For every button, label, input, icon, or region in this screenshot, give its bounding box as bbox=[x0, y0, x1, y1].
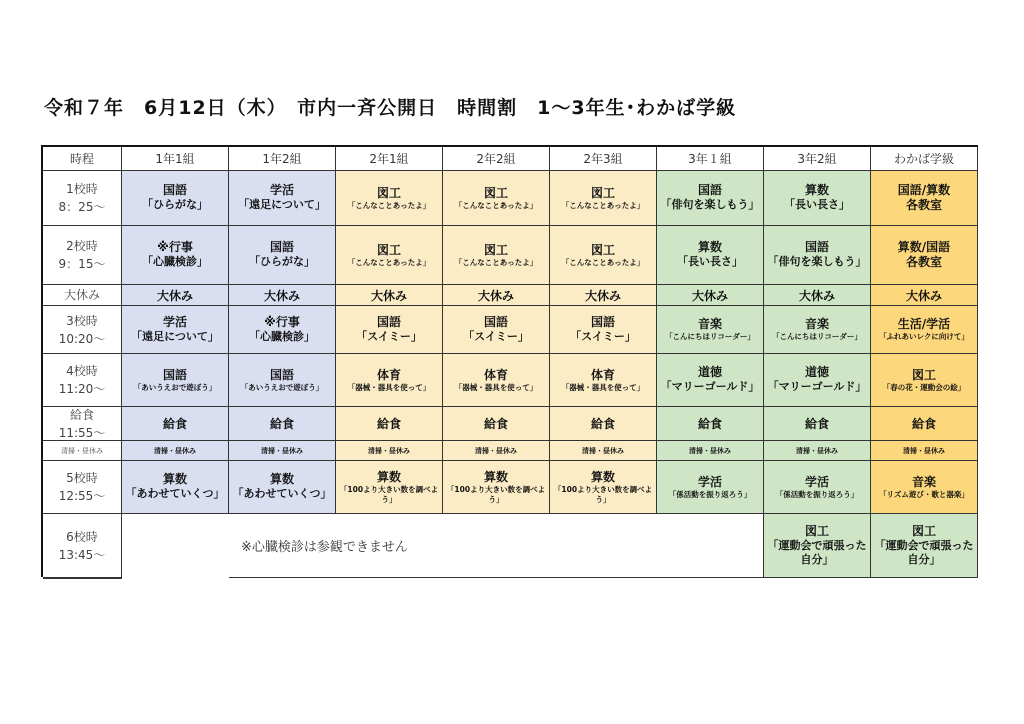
cell-desc: 「こんなことあったよ」 bbox=[454, 200, 538, 210]
period-text: 2校時 bbox=[66, 239, 98, 253]
header-class: わかば学級 bbox=[871, 147, 978, 171]
cell-desc: 「長い長さ」 bbox=[784, 198, 850, 212]
cell-desc: 「心臓検診」 bbox=[249, 329, 315, 343]
cell-subject: 大休み bbox=[691, 288, 728, 303]
cell-subject: 学活 bbox=[269, 183, 294, 198]
header-class: 1年2組 bbox=[229, 147, 336, 171]
cell-subject: 生活/学活 bbox=[897, 317, 951, 332]
timetable bbox=[41, 145, 978, 577]
cell-subject: 国語 bbox=[269, 367, 294, 382]
cell-desc: 「器械・器具を使って」 bbox=[561, 382, 645, 392]
cell-subject: 清掃・昼休み bbox=[796, 446, 838, 455]
timetable-cell bbox=[229, 226, 336, 285]
cell-subject: 道徳 bbox=[697, 365, 722, 380]
cell-desc: 「長い長さ」 bbox=[677, 255, 743, 269]
period-label bbox=[43, 514, 122, 578]
cell-desc: 「こんなことあったよ」 bbox=[347, 200, 431, 210]
cell-subject: 給食 bbox=[269, 417, 294, 431]
cell-subject: 給食 bbox=[483, 417, 508, 431]
cell-desc: 各教室 bbox=[905, 198, 942, 212]
timetable-cell bbox=[657, 306, 764, 354]
cell-subject: 算数 bbox=[483, 469, 508, 484]
timetable-cell bbox=[336, 441, 443, 461]
cell-subject: 給食 bbox=[376, 417, 401, 431]
timetable-cell bbox=[871, 226, 978, 285]
cell-subject: 算数 bbox=[697, 240, 722, 255]
cell-subject: 図工 bbox=[483, 242, 508, 257]
timetable-cell bbox=[229, 461, 336, 514]
timetable-cell bbox=[550, 441, 657, 461]
timetable-cell bbox=[229, 441, 336, 461]
timetable-cell bbox=[657, 441, 764, 461]
cell-subject: 国語 bbox=[590, 314, 615, 329]
cell-subject: 算数 bbox=[269, 472, 294, 487]
cell-subject: 算数 bbox=[590, 469, 615, 484]
cell-subject: 大休み bbox=[584, 288, 621, 303]
cell-subject: 国語 bbox=[483, 314, 508, 329]
timetable-cell bbox=[550, 306, 657, 354]
period-text: 13:45～ bbox=[58, 547, 106, 562]
timetable-cell bbox=[657, 285, 764, 306]
cell-subject: 国語 bbox=[162, 183, 187, 198]
timetable-cell bbox=[550, 226, 657, 285]
period-text: 12:55～ bbox=[58, 489, 106, 503]
cell-subject: 国語 bbox=[697, 183, 722, 198]
cell-desc: 「スイミー」 bbox=[463, 329, 529, 343]
cell-subject: 清掃・昼休み bbox=[154, 446, 196, 455]
timetable-cell bbox=[871, 354, 978, 407]
cell-subject: 大休み bbox=[798, 288, 835, 303]
cell-subject: 体育 bbox=[483, 367, 508, 382]
header-schedule: 時程 bbox=[43, 147, 122, 171]
cell-subject: 給食 bbox=[162, 417, 187, 431]
cell-desc: 「こんなことあったよ」 bbox=[561, 257, 645, 267]
cell-desc: 「スイミー」 bbox=[570, 329, 636, 343]
timetable-cell bbox=[764, 461, 871, 514]
cell-desc: 「俳句を楽しもう」 bbox=[767, 255, 867, 269]
period-label bbox=[43, 171, 122, 226]
period-text: 9：15～ bbox=[58, 257, 106, 271]
cell-desc: 「こんにちはリコーダー」 bbox=[772, 332, 862, 342]
cell-subject: 図工 bbox=[590, 185, 615, 200]
cell-desc: 「こんなことあったよ」 bbox=[347, 257, 431, 267]
header-class: 1年1組 bbox=[122, 147, 229, 171]
period-text: 5校時 bbox=[66, 471, 98, 485]
cell-subject: 清掃・昼休み bbox=[368, 446, 410, 455]
cell-desc: 「リズム遊び・歌と器楽」 bbox=[879, 489, 969, 499]
cell-subject: 図工 bbox=[376, 185, 401, 200]
timetable-cell bbox=[229, 306, 336, 354]
cell-subject: 給食 bbox=[804, 417, 829, 431]
cell-subject: 図工 bbox=[911, 523, 936, 538]
timetable-cell bbox=[764, 514, 871, 578]
cell-subject: ※行事 bbox=[157, 240, 193, 255]
timetable-cell bbox=[764, 171, 871, 226]
header-class: 3年１組 bbox=[657, 147, 764, 171]
period-label bbox=[43, 407, 122, 441]
cell-desc: 「あわせていくつ」 bbox=[232, 487, 332, 501]
cell-subject: 給食 bbox=[697, 417, 722, 431]
cell-desc: 「こんなことあったよ」 bbox=[561, 200, 645, 210]
period-text: 6校時 bbox=[66, 529, 98, 544]
timetable-cell bbox=[336, 461, 443, 514]
timetable-cell bbox=[871, 171, 978, 226]
timetable-cell bbox=[122, 306, 229, 354]
period-text: 1校時 bbox=[66, 182, 98, 196]
cell-desc: 「100より大きい数を調べよう」 bbox=[553, 484, 653, 504]
cell-desc: 「ひらがな」 bbox=[249, 255, 315, 269]
cell-subject: 清掃・昼休み bbox=[903, 446, 945, 455]
cell-subject: 大休み bbox=[263, 288, 300, 303]
timetable-cell bbox=[550, 285, 657, 306]
timetable-cell bbox=[229, 285, 336, 306]
timetable-cell bbox=[229, 171, 336, 226]
timetable-cell bbox=[443, 441, 550, 461]
timetable-cell bbox=[122, 407, 229, 441]
cell-subject: 国語 bbox=[162, 367, 187, 382]
cell-desc: 「遠足について」 bbox=[238, 198, 326, 212]
cell-subject: 給食 bbox=[590, 417, 615, 431]
cell-subject: 大休み bbox=[905, 288, 942, 303]
timetable-cell bbox=[871, 407, 978, 441]
cell-subject: ※行事 bbox=[264, 314, 300, 329]
cell-subject: 国語 bbox=[804, 240, 829, 255]
cell-subject: 給食 bbox=[911, 417, 936, 431]
cell-desc: 「春の花・運動会の絵」 bbox=[882, 382, 966, 392]
timetable-cell bbox=[657, 354, 764, 407]
cell-subject: 学活 bbox=[697, 474, 722, 489]
timetable-cell bbox=[336, 354, 443, 407]
cell-subject: 図工 bbox=[376, 242, 401, 257]
cell-desc: 「ふれあいレクに向けて」 bbox=[879, 332, 969, 342]
cell-desc: 「スイミー」 bbox=[356, 329, 422, 343]
cell-subject: 図工 bbox=[804, 523, 829, 538]
timetable-cell bbox=[764, 306, 871, 354]
timetable-cell bbox=[871, 285, 978, 306]
cell-subject: 国語/算数 bbox=[897, 183, 951, 197]
cell-subject: 大休み bbox=[370, 288, 407, 303]
cell-desc: 「運動会で頑張った自分」 bbox=[874, 538, 974, 566]
cell-subject: 算数 bbox=[162, 472, 187, 487]
cell-desc: 「遠足について」 bbox=[131, 329, 219, 343]
cell-subject: 算数 bbox=[804, 183, 829, 198]
cell-desc: 「こんなことあったよ」 bbox=[454, 257, 538, 267]
cell-subject: 図工 bbox=[911, 367, 936, 382]
timetable-cell bbox=[443, 407, 550, 441]
cell-subject: 大休み bbox=[477, 288, 514, 303]
timetable-cell bbox=[229, 407, 336, 441]
timetable-cell bbox=[43, 578, 122, 579]
timetable-cell bbox=[764, 407, 871, 441]
cell-desc: 「マリーゴールド」 bbox=[767, 380, 867, 394]
header-class: 2年1組 bbox=[336, 147, 443, 171]
cell-desc: 「器械・器具を使って」 bbox=[454, 382, 538, 392]
cell-subject: 大休み bbox=[156, 288, 193, 303]
timetable-cell bbox=[657, 461, 764, 514]
timetable-cell bbox=[336, 171, 443, 226]
timetable-cell bbox=[336, 407, 443, 441]
header-class: 2年3組 bbox=[550, 147, 657, 171]
cell-subject: 国語 bbox=[269, 240, 294, 255]
cell-subject: 清掃・昼休み bbox=[582, 446, 624, 455]
timetable-cell bbox=[443, 285, 550, 306]
period-text: 給食 bbox=[69, 407, 94, 422]
timetable-cell bbox=[443, 461, 550, 514]
cell-subject: 国語 bbox=[376, 314, 401, 329]
period-label bbox=[43, 354, 122, 407]
timetable-cell bbox=[764, 441, 871, 461]
cell-subject: 道徳 bbox=[804, 365, 829, 380]
cell-desc: 「運動会で頑張った自分」 bbox=[767, 538, 867, 566]
period-text: 10:20～ bbox=[58, 331, 106, 346]
timetable-cell bbox=[443, 171, 550, 226]
timetable-cell bbox=[443, 306, 550, 354]
timetable-cell bbox=[443, 354, 550, 407]
note-text: ※心臓検診は参観できません bbox=[229, 514, 764, 578]
timetable-cell bbox=[229, 354, 336, 407]
timetable-cell bbox=[657, 226, 764, 285]
period-label bbox=[43, 285, 122, 306]
cell-subject: 学活 bbox=[162, 314, 187, 329]
timetable-cell bbox=[764, 226, 871, 285]
cell-desc: 各教室 bbox=[905, 255, 942, 269]
cell-desc: 「あいうえおで遊ぼう」 bbox=[133, 382, 217, 392]
period-text: 11:55～ bbox=[58, 425, 106, 440]
timetable-cell bbox=[122, 461, 229, 514]
header-class: 2年2組 bbox=[443, 147, 550, 171]
cell-desc: 「俳句を楽しもう」 bbox=[660, 198, 760, 212]
cell-desc: 「係活動を振り返ろう」 bbox=[668, 489, 752, 499]
cell-desc: 「心臓検診」 bbox=[142, 255, 208, 269]
cell-subject: 音楽 bbox=[804, 317, 829, 332]
period-label bbox=[43, 461, 122, 514]
cell-desc bbox=[46, 578, 118, 579]
timetable-cell bbox=[122, 226, 229, 285]
period-text: 4校時 bbox=[66, 364, 98, 378]
period-label bbox=[43, 441, 122, 461]
timetable-cell bbox=[550, 354, 657, 407]
timetable-cell bbox=[871, 441, 978, 461]
period-text: 清掃・昼休み bbox=[61, 446, 103, 455]
cell-subject: 体育 bbox=[376, 367, 401, 382]
timetable-cell bbox=[122, 171, 229, 226]
cell-desc: 「マリーゴールド」 bbox=[660, 380, 760, 394]
timetable-cell bbox=[550, 407, 657, 441]
timetable-cell bbox=[122, 441, 229, 461]
timetable-cell bbox=[657, 407, 764, 441]
timetable-cell bbox=[336, 226, 443, 285]
timetable-cell bbox=[336, 285, 443, 306]
cell-subject: 図工 bbox=[590, 242, 615, 257]
cell-desc: 「あいうえおで遊ぼう」 bbox=[240, 382, 324, 392]
period-label bbox=[43, 306, 122, 354]
timetable-cell bbox=[443, 226, 550, 285]
cell-subject: 清掃・昼休み bbox=[689, 446, 731, 455]
timetable-cell bbox=[871, 514, 978, 578]
cell-subject: 算数 bbox=[376, 469, 401, 484]
period-label bbox=[43, 226, 122, 285]
timetable-cell bbox=[122, 285, 229, 306]
period-text: 3校時 bbox=[66, 313, 98, 328]
timetable-cell bbox=[550, 171, 657, 226]
cell-desc: 「こんにちはリコーダー」 bbox=[665, 332, 755, 342]
period-text: 8：25～ bbox=[58, 200, 106, 214]
cell-subject: 清掃・昼休み bbox=[261, 446, 303, 455]
cell-subject: 音楽 bbox=[911, 474, 936, 489]
cell-subject: 音楽 bbox=[697, 317, 722, 332]
page-title: 令和７年 6月12日（木） 市内一斉公開日 時間割 1～3年生･わかば学級 bbox=[44, 97, 737, 119]
cell-subject: 算数/国語 bbox=[897, 240, 951, 254]
period-text: 11:20～ bbox=[58, 382, 106, 396]
cell-desc: 「器械・器具を使って」 bbox=[347, 382, 431, 392]
timetable-cell bbox=[122, 354, 229, 407]
timetable-cell bbox=[871, 461, 978, 514]
period-text: 大休み bbox=[63, 288, 100, 302]
cell-desc: 「100より大きい数を調べよう」 bbox=[446, 484, 546, 504]
timetable-cell bbox=[336, 306, 443, 354]
cell-desc: 「ひらがな」 bbox=[142, 198, 208, 212]
cell-desc: 「100より大きい数を調べよう」 bbox=[339, 484, 439, 504]
timetable-cell bbox=[657, 171, 764, 226]
timetable-cell bbox=[871, 306, 978, 354]
timetable-cell bbox=[764, 354, 871, 407]
cell-desc: 「あわせていくつ」 bbox=[125, 487, 225, 501]
timetable-cell bbox=[764, 285, 871, 306]
cell-subject: 清掃・昼休み bbox=[475, 446, 517, 455]
timetable-cell bbox=[550, 461, 657, 514]
cell-subject: 体育 bbox=[590, 367, 615, 382]
cell-subject: 図工 bbox=[483, 185, 508, 200]
cell-subject: 学活 bbox=[804, 474, 829, 489]
cell-desc: 「係活動を振り返ろう」 bbox=[775, 489, 859, 499]
header-class: 3年2組 bbox=[764, 147, 871, 171]
